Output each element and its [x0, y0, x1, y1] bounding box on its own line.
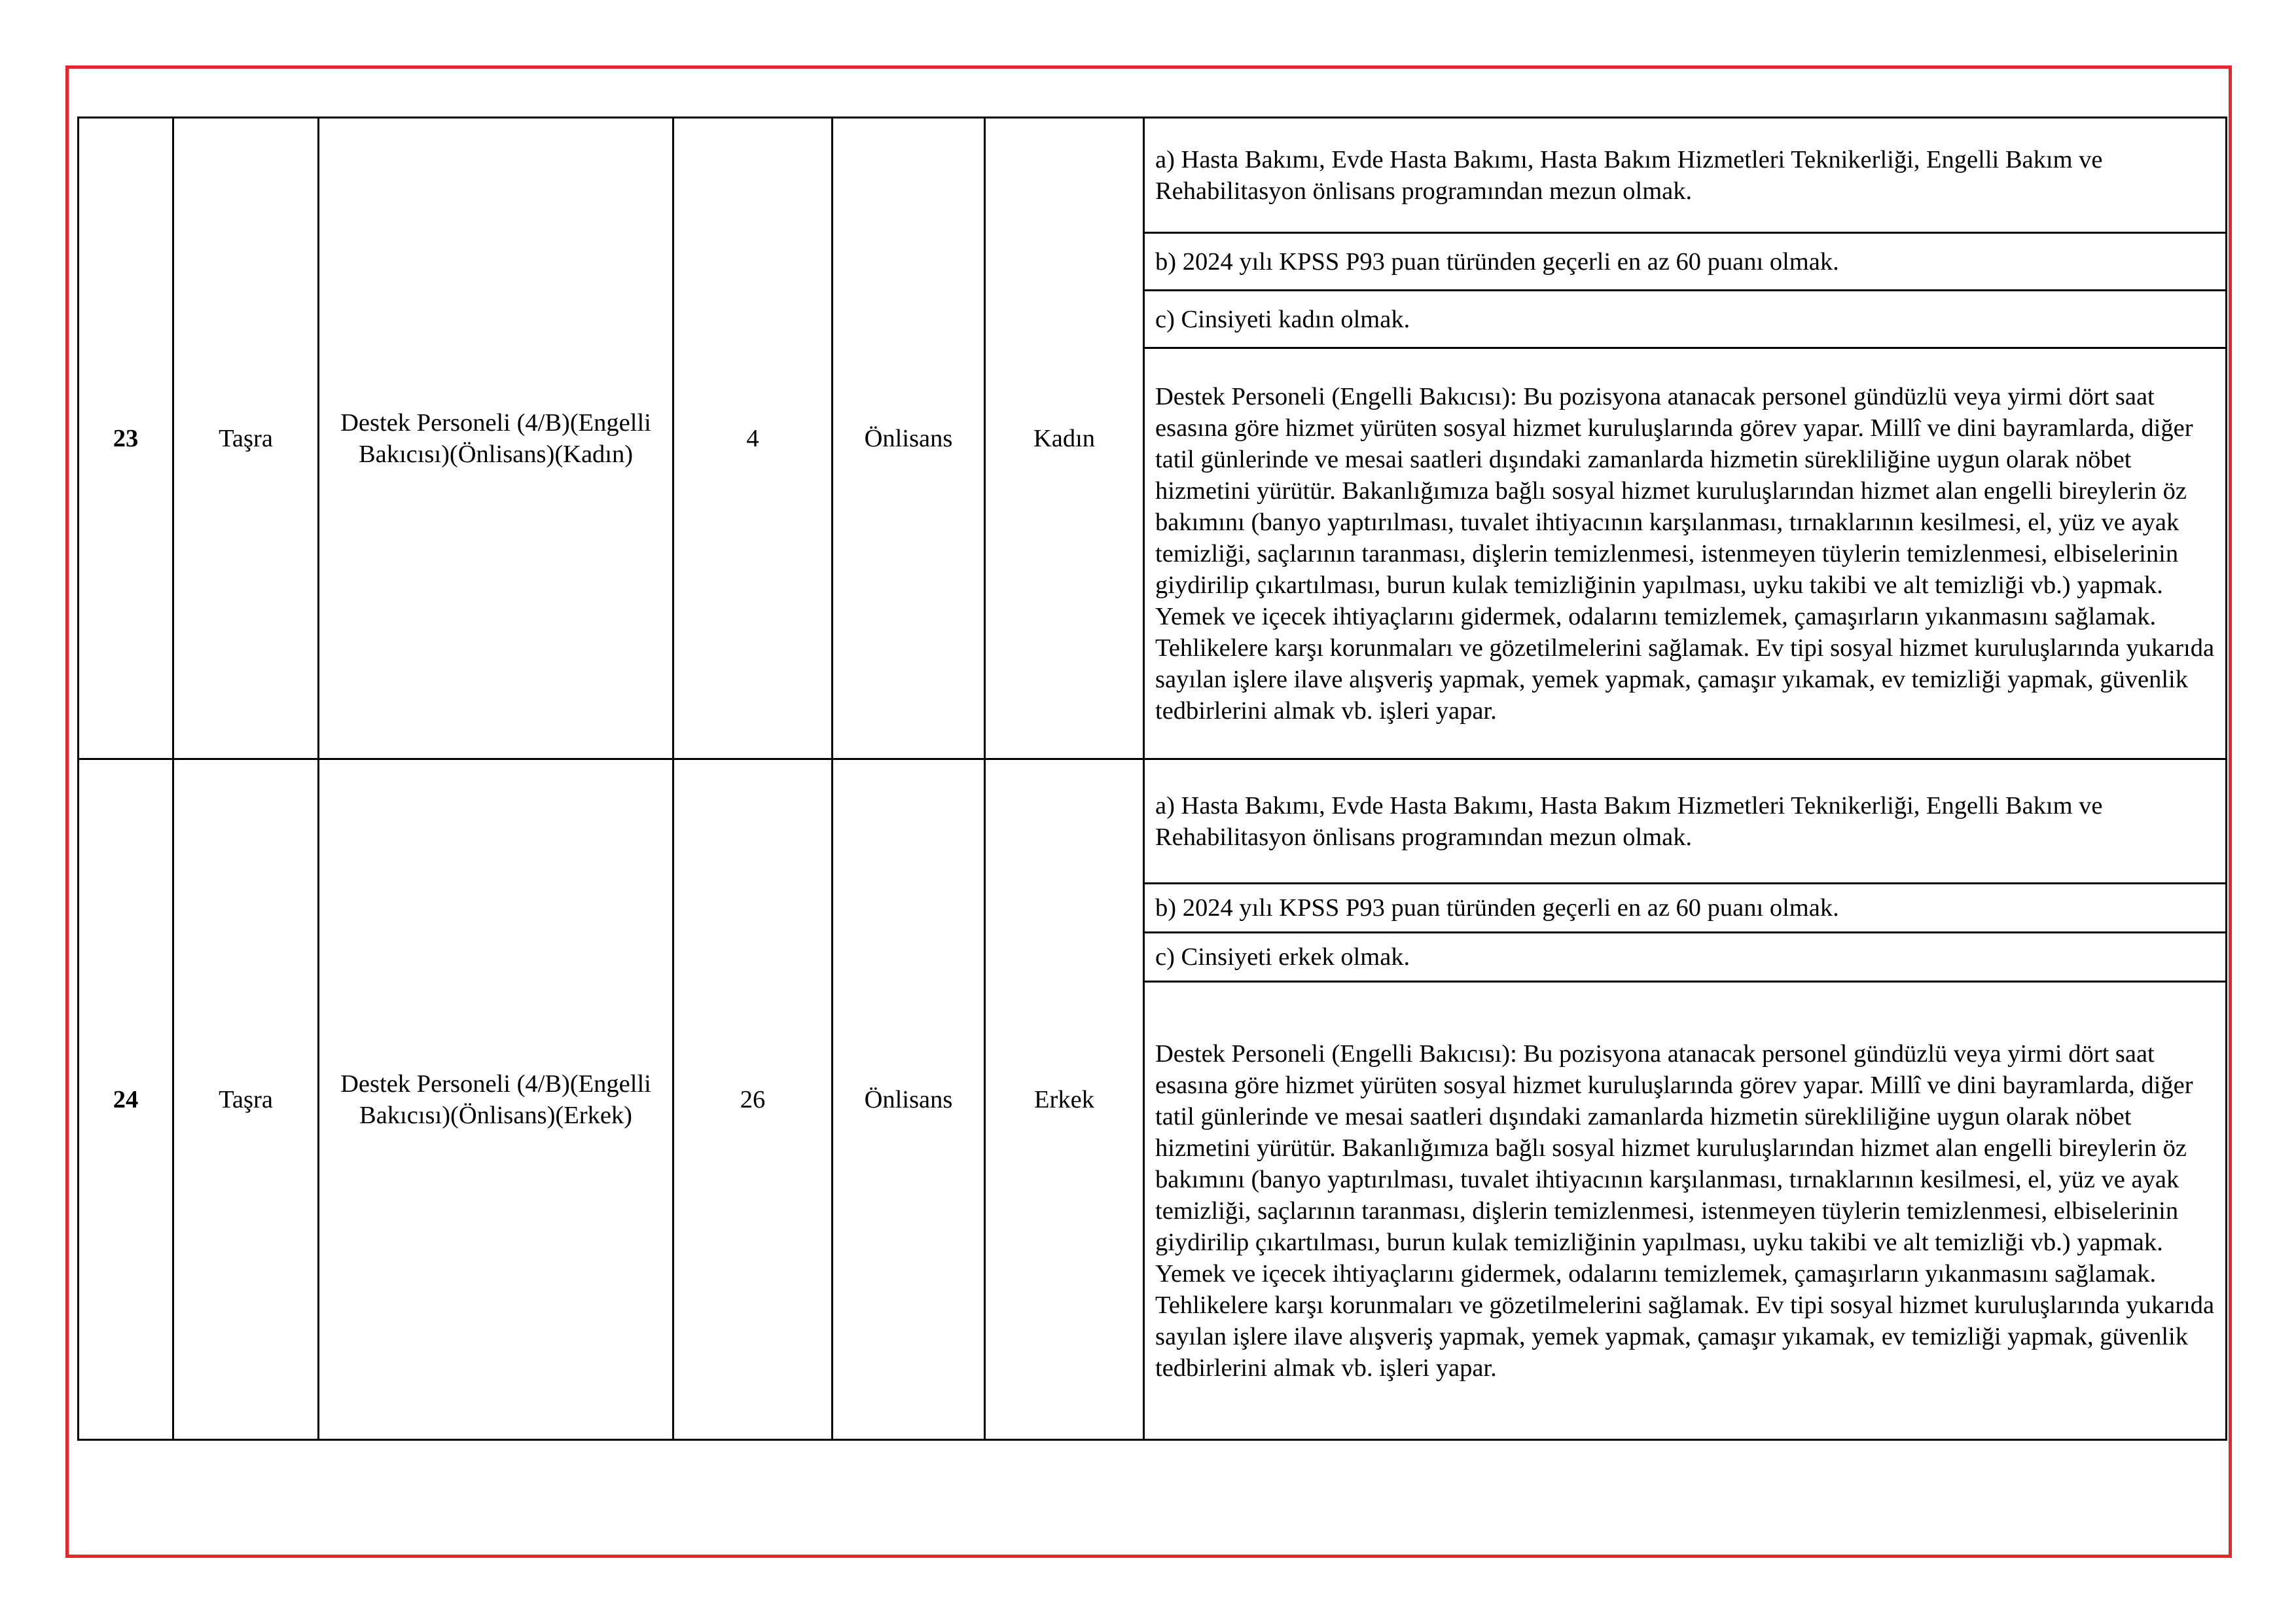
- gender-cell: Erkek: [985, 759, 1144, 1440]
- table-row: [79, 759, 2227, 884]
- unit-cell: Taşra: [173, 118, 319, 759]
- job-description: Destek Personeli (Engelli Bakıcısı): Bu pozisyona atanacak personel gündüzlü veya yirmi dört saat esasına göre hizmet yürüten sosyal hizmet kuruluşlarında görev yapar. Millî ve dini bayramlarda, diğer tatil günlerinde ve mesai saatleri dışındaki zamanlarda hizmetin sürekliliğine uygun olarak nöbet hizmetini yürütür. Bakanlığımıza bağlı sosyal hizmet kuruluşlarından hizmet alan engelli bireylerin öz bakımını (banyo yaptırılması, tuvalet ihtiyacının karşılanması, tırnaklarının kesilmesi, el, yüz ve ayak temizliği, saçlarının taranması, dişlerin temizlenmesi, istenmeyen tüylerin temizlenmesi, elbiselerinin giydirilip çıkartılması, burun kulak temizliğinin yapılması, uyku takibi ve alt temizliği vb.) yapmak. Yemek ve içecek ihtiyaçlarını gidermek, odalarını temizlemek, çamaşırların yıkanmasını sağlamak. Tehlikelere karşı korunmaları ve gözetilmelerini sağlamak. Ev tipi sosyal hizmet kuruluşlarında yukarıda sayılan işlere ilave alışveriş yapmak, yemek yapmak, çamaşır yıkamak, ev temizliği yapmak, güvenlik tedbirlerini almak vb. işleri yapar.: [1144, 348, 2227, 759]
- unit-cell: Taşra: [173, 759, 319, 1440]
- education-cell: Önlisans: [833, 118, 985, 759]
- requirement-b: b) 2024 yılı KPSS P93 puan türünden geçerli en az 60 puanı olmak.: [1144, 233, 2227, 291]
- position-cell: Destek Personeli (4/B)(Engelli Bakıcısı)(Önlisans)(Kadın): [319, 118, 673, 759]
- job-table: [77, 117, 2227, 1441]
- requirement-a: a) Hasta Bakımı, Evde Hasta Bakımı, Hasta Bakım Hizmetleri Teknikerliği, Engelli Bakım ve Rehabilitasyon önlisans programından mezun olmak.: [1144, 118, 2227, 233]
- row-number: 24: [79, 759, 173, 1440]
- requirement-a: a) Hasta Bakımı, Evde Hasta Bakımı, Hasta Bakım Hizmetleri Teknikerliği, Engelli Bakım ve Rehabilitasyon önlisans programından mezun olmak.: [1144, 759, 2227, 884]
- count-cell: 26: [673, 759, 833, 1440]
- job-description: Destek Personeli (Engelli Bakıcısı): Bu pozisyona atanacak personel gündüzlü veya yirmi dört saat esasına göre hizmet yürüten sosyal hizmet kuruluşlarında görev yapar. Millî ve dini bayramlarda, diğer tatil günlerinde ve mesai saatleri dışındaki zamanlarda hizmetin sürekliliğine uygun olarak nöbet hizmetini yürütür. Bakanlığımıza bağlı sosyal hizmet kuruluşlarından hizmet alan engelli bireylerin öz bakımını (banyo yaptırılması, tuvalet ihtiyacının karşılanması, tırnaklarının kesilmesi, el, yüz ve ayak temizliği, saçlarının taranması, dişlerin temizlenmesi, istenmeyen tüylerin temizlenmesi, elbiselerinin giydirilip çıkartılması, burun kulak temizliğinin yapılması, uyku takibi ve alt temizliği vb.) yapmak. Yemek ve içecek ihtiyaçlarını gidermek, odalarını temizlemek, çamaşırların yıkanmasını sağlamak. Tehlikelere karşı korunmaları ve gözetilmelerini sağlamak. Ev tipi sosyal hizmet kuruluşlarında yukarıda sayılan işlere ilave alışveriş yapmak, yemek yapmak, çamaşır yıkamak, ev temizliği yapmak, güvenlik tedbirlerini almak vb. işleri yapar.: [1144, 982, 2227, 1440]
- gender-cell: Kadın: [985, 118, 1144, 759]
- education-cell: Önlisans: [833, 759, 985, 1440]
- row-number: 23: [79, 118, 173, 759]
- requirement-c: c) Cinsiyeti kadın olmak.: [1144, 291, 2227, 348]
- table-row: [79, 118, 2227, 233]
- requirement-b: b) 2024 yılı KPSS P93 puan türünden geçerli en az 60 puanı olmak.: [1144, 884, 2227, 933]
- count-cell: 4: [673, 118, 833, 759]
- position-cell: Destek Personeli (4/B)(Engelli Bakıcısı)(Önlisans)(Erkek): [319, 759, 673, 1440]
- requirement-c: c) Cinsiyeti erkek olmak.: [1144, 933, 2227, 982]
